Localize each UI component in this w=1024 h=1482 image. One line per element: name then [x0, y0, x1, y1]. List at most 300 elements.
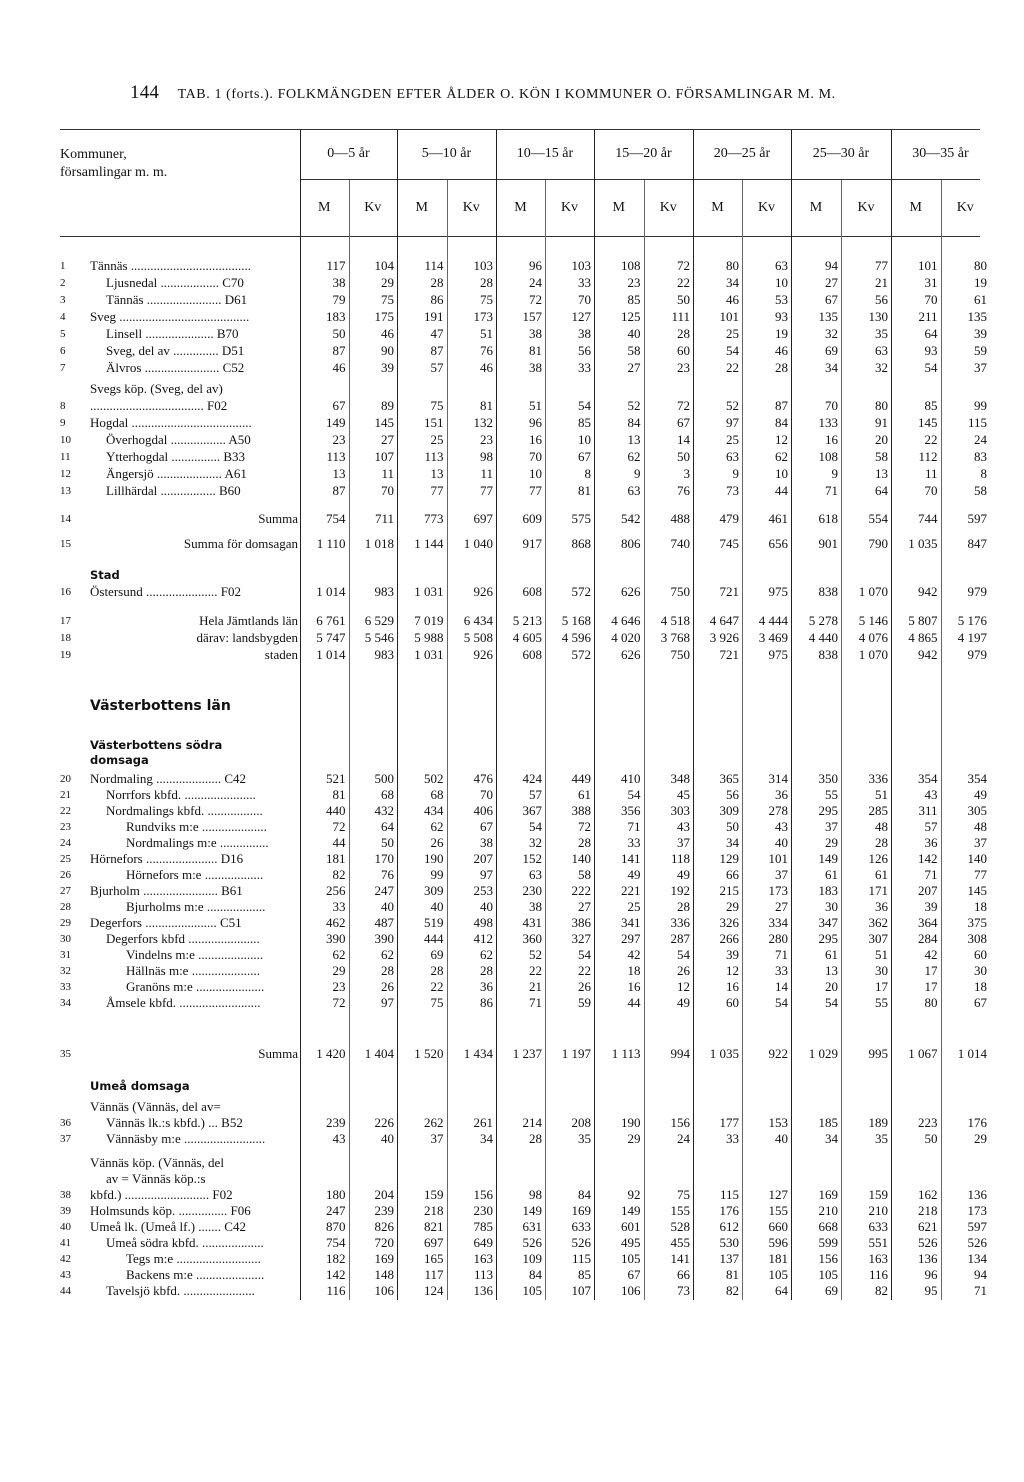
- male-value: 61: [825, 947, 838, 962]
- female-value: 10: [578, 432, 591, 447]
- row-number: 26: [60, 869, 71, 881]
- female-value: 327: [571, 931, 591, 946]
- table-row: [0, 931, 1024, 947]
- female-value: 37: [974, 360, 987, 375]
- row-name: Ljusnedal .................. C70: [106, 275, 244, 290]
- male-value: 608: [522, 647, 542, 662]
- male-value: 297: [621, 931, 641, 946]
- male-value: 521: [326, 771, 346, 786]
- row-number: 38: [60, 1189, 71, 1201]
- male-value: 149: [621, 1203, 641, 1218]
- male-value: 262: [424, 1115, 444, 1130]
- male-value: 10: [529, 466, 542, 481]
- male-value: 32: [825, 326, 838, 341]
- row-name: Nordmalings kbfd. .................: [106, 803, 263, 818]
- male-value: 105: [818, 1267, 838, 1282]
- female-value: 334: [768, 915, 788, 930]
- male-value: 109: [522, 1251, 542, 1266]
- male-value: 37: [825, 819, 838, 834]
- row-number: 9: [60, 417, 66, 429]
- female-value: 5 146: [858, 613, 888, 628]
- male-value: 38: [529, 360, 542, 375]
- male-value: 137: [719, 1251, 739, 1266]
- male-value: 309: [424, 883, 444, 898]
- female-value: 554: [868, 511, 888, 526]
- female-value: 500: [374, 771, 394, 786]
- female-value: 386: [571, 915, 591, 930]
- female-value: 40: [381, 899, 394, 914]
- row-name: Ytterhogdal ............... B33: [106, 449, 246, 464]
- table-row: [0, 963, 1024, 979]
- male-value: 1 144: [414, 536, 444, 551]
- row-number: 31: [60, 949, 71, 961]
- table-row: [0, 995, 1024, 1011]
- male-value: 838: [818, 647, 838, 662]
- row-number: 24: [60, 837, 71, 849]
- male-value: 71: [529, 995, 542, 1010]
- section-umea-domsaga: Umeå domsaga: [90, 1079, 190, 1093]
- female-value: 141: [670, 1251, 690, 1266]
- male-value: 49: [627, 867, 641, 882]
- female-value: 39: [381, 360, 394, 375]
- female-value: 163: [473, 1251, 493, 1266]
- male-value: 162: [918, 1187, 938, 1202]
- female-value: 46: [480, 360, 493, 375]
- female-value: 412: [473, 931, 493, 946]
- row-number: 30: [60, 933, 71, 945]
- male-value: 151: [424, 415, 444, 430]
- male-value: 149: [818, 851, 838, 866]
- female-value: 70: [578, 292, 591, 307]
- table-row: [0, 360, 1024, 376]
- row-number: 13: [60, 485, 71, 497]
- female-value: 13: [875, 466, 888, 481]
- table-row: [0, 326, 1024, 342]
- male-value: 63: [726, 449, 739, 464]
- row-name: Tännäs .....................................: [90, 258, 252, 273]
- row-name: Hela Jämtlands län: [199, 613, 298, 628]
- female-value: 77: [480, 483, 493, 498]
- male-value: 23: [332, 979, 346, 994]
- male-value: 4 020: [611, 630, 641, 645]
- female-value: 633: [571, 1219, 591, 1234]
- female-value: 287: [670, 931, 690, 946]
- female-value: 49: [974, 787, 987, 802]
- female-value: 204: [374, 1187, 394, 1202]
- female-value: 8: [584, 466, 591, 481]
- male-value: 1 035: [908, 536, 938, 551]
- female-value: 169: [374, 1251, 394, 1266]
- male-value: 612: [719, 1219, 739, 1234]
- male-value: 67: [332, 398, 346, 413]
- male-value: 502: [424, 771, 444, 786]
- table-row: [0, 647, 1024, 663]
- female-value: 171: [868, 883, 888, 898]
- male-value: 5 747: [316, 630, 346, 645]
- female-value: 1 404: [364, 1046, 394, 1061]
- male-value: 42: [924, 947, 938, 962]
- row-name: Vännäs lk.:s kbfd.) ... B52: [106, 1115, 243, 1130]
- female-value: 476: [473, 771, 493, 786]
- male-value: 39: [924, 899, 938, 914]
- female-value: 36: [480, 979, 493, 994]
- female-value: 50: [677, 292, 690, 307]
- section-vasterbottens-sodra-domsaga: Västerbottens södra domsaga: [90, 738, 223, 767]
- female-value: 40: [480, 899, 493, 914]
- female-value: 280: [768, 931, 788, 946]
- row-name: Nordmaling .................... C42: [90, 771, 246, 786]
- female-value: 176: [967, 1115, 987, 1130]
- female-value: 38: [578, 326, 591, 341]
- male-value: 142: [326, 1267, 346, 1282]
- male-value: 28: [529, 1131, 542, 1146]
- female-value: 5 176: [957, 613, 987, 628]
- female-value: 488: [670, 511, 690, 526]
- row-name: Umeå södra kbfd. ...................: [106, 1235, 264, 1250]
- section-vasterbottens-lan: Västerbottens län: [90, 698, 231, 714]
- male-value: 190: [424, 851, 444, 866]
- female-value: 97: [381, 995, 394, 1010]
- male-value: 13: [627, 432, 641, 447]
- row-number: 42: [60, 1253, 71, 1265]
- female-value: 596: [768, 1235, 788, 1250]
- male-value: 70: [825, 398, 838, 413]
- row-name: ................................... F02: [90, 398, 228, 413]
- male-value: 133: [818, 415, 838, 430]
- male-value: 1 420: [316, 1046, 346, 1061]
- male-value: 354: [918, 771, 938, 786]
- female-value: 71: [775, 947, 788, 962]
- female-value: 59: [974, 343, 987, 358]
- male-value: 44: [627, 995, 641, 1010]
- female-value: 61: [875, 867, 888, 882]
- section-stad: Stad: [90, 568, 120, 582]
- male-value: 519: [424, 915, 444, 930]
- female-value: 24: [974, 432, 987, 447]
- male-value: 410: [621, 771, 641, 786]
- male-value: 44: [332, 835, 346, 850]
- female-value: 63: [875, 343, 888, 358]
- female-value: 28: [480, 963, 493, 978]
- male-value: 70: [529, 449, 542, 464]
- female-value: 71: [974, 1283, 987, 1298]
- male-value: 942: [918, 647, 938, 662]
- female-value: 94: [974, 1267, 987, 1282]
- male-value: 601: [621, 1219, 641, 1234]
- female-value: 208: [571, 1115, 591, 1130]
- female-value: 720: [374, 1235, 394, 1250]
- male-value: 668: [818, 1219, 838, 1234]
- female-value: 85: [578, 1267, 591, 1282]
- table-row: [0, 915, 1024, 931]
- row-number: 22: [60, 805, 71, 817]
- male-value: 608: [522, 584, 542, 599]
- male-value: 46: [332, 360, 346, 375]
- female-header: Kv: [364, 200, 382, 215]
- female-value: 20: [875, 432, 888, 447]
- male-value: 34: [825, 1131, 838, 1146]
- male-value: 16: [529, 432, 542, 447]
- female-value: 130: [868, 309, 888, 324]
- female-value: 926: [473, 647, 493, 662]
- female-value: 35: [578, 1131, 591, 1146]
- female-value: 54: [578, 947, 591, 962]
- table-row: [0, 630, 1024, 646]
- top-rule: [60, 129, 980, 130]
- female-value: 38: [480, 835, 493, 850]
- male-value: 917: [522, 536, 542, 551]
- female-value: 62: [381, 947, 394, 962]
- male-value: 1 014: [316, 647, 346, 662]
- row-name: Summa: [258, 511, 298, 526]
- male-value: 479: [719, 511, 739, 526]
- male-value: 1 029: [808, 1046, 838, 1061]
- male-value: 57: [529, 787, 542, 802]
- female-value: 28: [381, 963, 394, 978]
- female-value: 136: [473, 1283, 493, 1298]
- male-value: 52: [627, 398, 641, 413]
- male-value: 295: [818, 803, 838, 818]
- male-value: 626: [621, 647, 641, 662]
- row-number: 40: [60, 1221, 71, 1233]
- table-row: [0, 536, 1024, 552]
- male-value: 207: [918, 883, 938, 898]
- female-header: Kv: [462, 200, 480, 215]
- female-value: 84: [578, 1187, 591, 1202]
- female-value: 36: [775, 787, 788, 802]
- female-value: 362: [868, 915, 888, 930]
- female-value: 33: [578, 360, 591, 375]
- male-value: 29: [825, 835, 838, 850]
- female-value: 49: [677, 867, 690, 882]
- row-name: Bjurholm ....................... B61: [90, 883, 243, 898]
- male-value: 182: [326, 1251, 346, 1266]
- female-value: 56: [578, 343, 591, 358]
- female-value: 4 518: [660, 613, 690, 628]
- male-value: 4 647: [709, 613, 739, 628]
- male-value: 54: [825, 995, 838, 1010]
- female-value: 61: [578, 787, 591, 802]
- male-value: 311: [918, 803, 938, 818]
- female-value: 10: [775, 466, 788, 481]
- row-name: Tegs m:e ..........................: [126, 1251, 261, 1266]
- female-value: 63: [775, 258, 788, 273]
- male-value: 256: [326, 883, 346, 898]
- female-value: 868: [571, 536, 591, 551]
- female-value: 29: [381, 275, 394, 290]
- male-value: 52: [529, 947, 542, 962]
- male-value: 38: [529, 899, 542, 914]
- male-value: 39: [726, 947, 739, 962]
- male-value: 9: [732, 466, 739, 481]
- table-row: [0, 343, 1024, 359]
- female-value: 307: [868, 931, 888, 946]
- female-value: 62: [775, 449, 788, 464]
- male-value: 63: [529, 867, 542, 882]
- female-value: 145: [374, 415, 394, 430]
- female-value: 21: [875, 275, 888, 290]
- female-value: 597: [967, 1219, 987, 1234]
- male-value: 117: [424, 1267, 444, 1282]
- male-value: 149: [326, 415, 346, 430]
- row-name: kbfd.) .......................... F02: [90, 1187, 233, 1202]
- female-value: 1 018: [364, 536, 394, 551]
- female-value: 132: [473, 415, 493, 430]
- male-value: 434: [424, 803, 444, 818]
- male-value: 34: [825, 360, 838, 375]
- male-value: 211: [918, 309, 938, 324]
- male-value: 27: [627, 360, 641, 375]
- female-value: 45: [677, 787, 690, 802]
- female-value: 87: [775, 398, 788, 413]
- female-value: 75: [677, 1187, 690, 1202]
- male-value: 1 067: [908, 1046, 938, 1061]
- female-value: 113: [473, 1267, 493, 1282]
- row-number: 43: [60, 1269, 71, 1281]
- row-name: Sveg, del av .............. D51: [106, 343, 245, 358]
- male-value: 26: [430, 835, 444, 850]
- male-value: 341: [621, 915, 641, 930]
- female-value: 156: [473, 1187, 493, 1202]
- male-value: 82: [332, 867, 346, 882]
- male-value: 5 278: [808, 613, 838, 628]
- female-value: 34: [480, 1131, 493, 1146]
- female-value: 90: [381, 343, 394, 358]
- male-value: 13: [332, 466, 346, 481]
- male-value: 54: [924, 360, 938, 375]
- male-value: 462: [326, 915, 346, 930]
- male-value: 431: [522, 915, 542, 930]
- female-value: 979: [967, 647, 987, 662]
- female-value: 156: [670, 1115, 690, 1130]
- table-row: [0, 275, 1024, 291]
- female-value: 26: [578, 979, 591, 994]
- female-value: 93: [775, 309, 788, 324]
- male-value: 309: [719, 803, 739, 818]
- male-value: 444: [424, 931, 444, 946]
- table-row: [0, 1046, 1024, 1062]
- female-value: 106: [374, 1283, 394, 1298]
- female-header: Kv: [560, 200, 579, 215]
- female-value: 98: [480, 449, 493, 464]
- male-value: 81: [726, 1267, 739, 1282]
- female-value: 67: [677, 415, 690, 430]
- male-value: 25: [430, 432, 444, 447]
- row-number: 41: [60, 1237, 71, 1249]
- male-value: 4 605: [512, 630, 542, 645]
- female-value: 336: [868, 771, 888, 786]
- male-value: 85: [924, 398, 938, 413]
- male-value: 71: [627, 819, 641, 834]
- male-value: 621: [918, 1219, 938, 1234]
- row-name: Hörnefors m:e ..................: [126, 867, 264, 882]
- row-name: Tännäs ....................... D61: [106, 292, 248, 307]
- male-value: 72: [332, 819, 346, 834]
- age-group-header: 25—30 år: [812, 146, 870, 161]
- female-value: 62: [480, 947, 493, 962]
- male-value: 754: [326, 1235, 346, 1250]
- male-value: 77: [529, 483, 542, 498]
- male-value: 181: [326, 851, 346, 866]
- female-value: 28: [875, 835, 888, 850]
- male-value: 185: [818, 1115, 838, 1130]
- row-number: 16: [60, 586, 71, 598]
- female-value: 12: [775, 432, 788, 447]
- row-name: Älvros ....................... C52: [106, 360, 245, 375]
- male-value: 84: [529, 1267, 542, 1282]
- female-value: 51: [480, 326, 493, 341]
- female-value: 159: [868, 1187, 888, 1202]
- row-36-name-line-1: Vännäs (Vännäs, del av=: [90, 1099, 221, 1114]
- male-value: 62: [430, 819, 444, 834]
- female-value: 49: [677, 995, 690, 1010]
- female-value: 12: [677, 979, 690, 994]
- male-value: 141: [621, 851, 641, 866]
- row-name: Åmsele kbfd. .........................: [106, 995, 261, 1010]
- female-value: 847: [967, 536, 987, 551]
- female-value: 983: [374, 584, 394, 599]
- male-value: 1 031: [414, 647, 444, 662]
- female-value: 210: [868, 1203, 888, 1218]
- table-row: [0, 1131, 1024, 1147]
- male-value: 98: [529, 1187, 542, 1202]
- table-row: [0, 292, 1024, 308]
- male-value: 190: [621, 1115, 641, 1130]
- male-value: 7 019: [414, 613, 444, 628]
- male-value: 82: [726, 1283, 739, 1298]
- row-name: Lillhärdal ................. B60: [106, 483, 241, 498]
- row-number: 18: [60, 632, 71, 644]
- table-row: [0, 851, 1024, 867]
- male-value: 210: [818, 1203, 838, 1218]
- female-value: 790: [868, 536, 888, 551]
- male-value: 101: [719, 309, 739, 324]
- female-value: 826: [374, 1219, 394, 1234]
- female-value: 1 070: [858, 647, 888, 662]
- row-name: Nordmalings m:e ...............: [126, 835, 269, 850]
- male-value: 218: [918, 1203, 938, 1218]
- female-value: 67: [480, 819, 493, 834]
- row-number: 10: [60, 434, 71, 446]
- female-header: Kv: [757, 200, 776, 215]
- male-value: 9: [831, 466, 838, 481]
- male-value: 773: [424, 511, 444, 526]
- male-value: 1 113: [611, 1046, 641, 1061]
- female-value: 5 168: [561, 613, 591, 628]
- table-row: [0, 613, 1024, 629]
- male-value: 81: [529, 343, 542, 358]
- row-name: Ängersjö .................... A61: [106, 466, 247, 481]
- male-value: 70: [924, 483, 938, 498]
- table-row: [0, 835, 1024, 851]
- male-value: 6 761: [316, 613, 346, 628]
- age-group-header: 30—35 år: [912, 146, 969, 161]
- female-value: 173: [473, 309, 493, 324]
- female-value: 750: [670, 647, 690, 662]
- male-value: 69: [825, 343, 838, 358]
- male-value: 38: [529, 326, 542, 341]
- table-row: [0, 803, 1024, 819]
- male-value: 54: [529, 819, 542, 834]
- male-value: 94: [825, 258, 838, 273]
- female-value: 633: [868, 1219, 888, 1234]
- female-value: 72: [677, 258, 690, 273]
- female-value: 528: [670, 1219, 690, 1234]
- female-value: 575: [571, 511, 591, 526]
- male-value: 33: [726, 1131, 739, 1146]
- female-value: 40: [381, 1131, 394, 1146]
- female-value: 649: [473, 1235, 493, 1250]
